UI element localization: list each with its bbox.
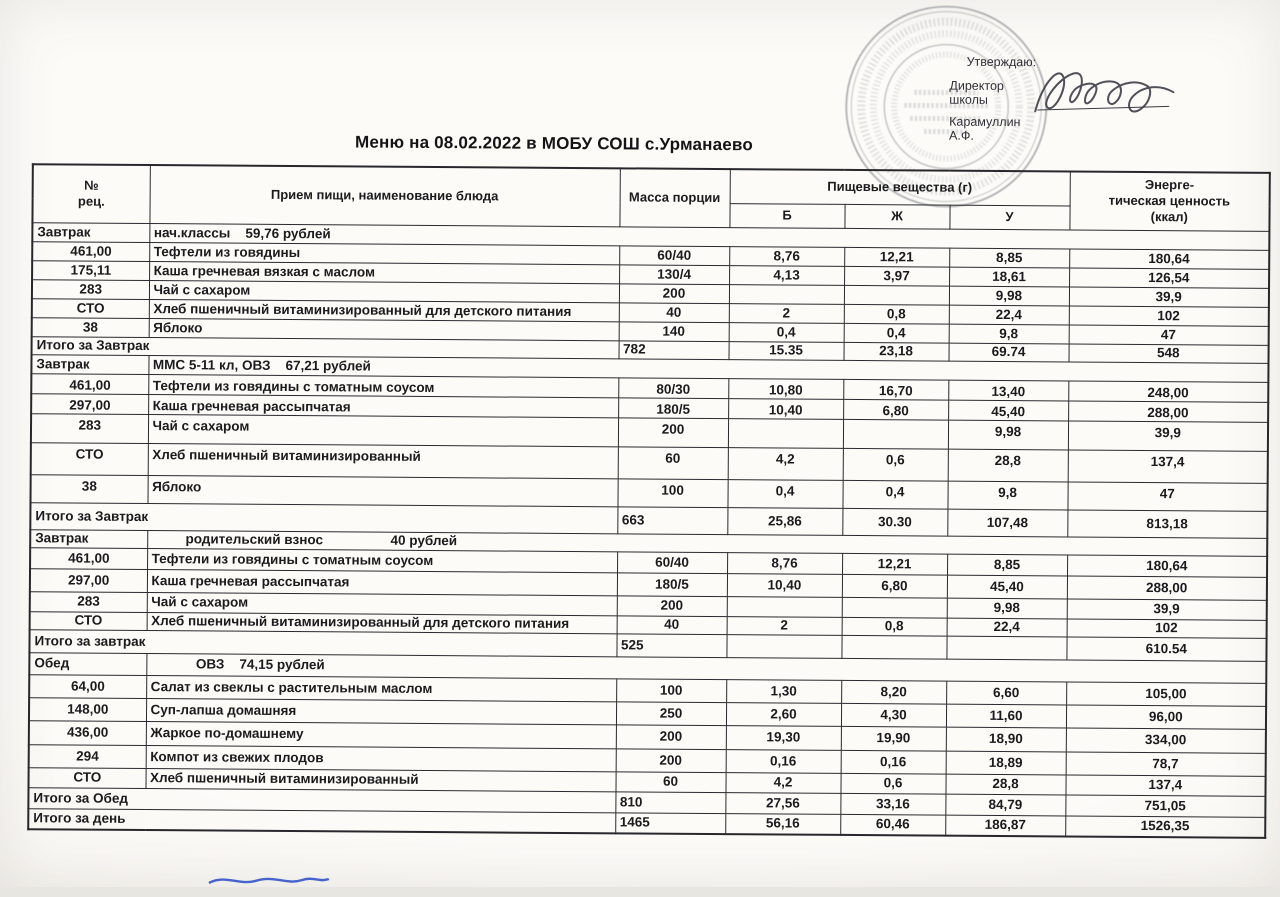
carbs-cell: 22,4 (947, 618, 1067, 637)
energy-cell: 334,00 (1066, 727, 1266, 752)
carbs-cell: 11,60 (946, 704, 1066, 728)
energy-cell: 39,9 (1069, 286, 1269, 306)
header-protein: Б (729, 203, 844, 228)
protein-cell: 2,60 (726, 702, 841, 726)
recipe-no-cell: 294 (29, 744, 146, 768)
menu-table-header (32, 164, 1269, 231)
energy-cell: 288,00 (1068, 400, 1268, 421)
director-label: Директор школы (949, 79, 1004, 107)
portion-cell: 250 (616, 701, 726, 725)
fat-cell: 0,6 (843, 448, 948, 481)
portion-cell: 60 (618, 446, 728, 479)
protein-cell: 4,13 (729, 265, 844, 285)
portion-cell: 130/4 (619, 264, 729, 284)
protein-cell: 10,80 (728, 378, 843, 399)
dish-name-cell: Хлеб пшеничный витаминизированный (146, 768, 616, 791)
carbs-cell: 6,60 (946, 681, 1066, 705)
fat-total: 30.30 (842, 508, 947, 536)
section-subtitle: ММС 5-11 кл, ОВЗ 67,21 рублей (148, 355, 1268, 382)
dish-name-cell: Тефтели из говядины (149, 242, 619, 264)
portion-cell: 200 (616, 724, 726, 749)
fat-cell: 12,21 (844, 247, 949, 267)
header-dish: Прием пищи, наименование блюда (149, 165, 619, 226)
protein-cell: 19,30 (726, 725, 841, 750)
header-recipe-no: № рец. (32, 164, 149, 223)
recipe-no-cell: 148,00 (29, 697, 146, 721)
recipe-no-cell: 297,00 (31, 393, 148, 414)
dish-name-cell: Чай с сахаром (147, 592, 617, 615)
fat-cell: 4,30 (841, 703, 946, 727)
portion-cell: 60 (615, 771, 725, 792)
dish-name-cell: Салат из свеклы с растительным маслом (146, 675, 616, 701)
dish-name-cell: Хлеб пшеничный витаминизированный для детского питания (149, 299, 619, 321)
protein-cell: 2 (729, 303, 844, 323)
header-energy: Энерге- тическая ценность (ккал) (1069, 171, 1269, 230)
protein-cell: 4,2 (728, 447, 843, 480)
carbs-total: 84,79 (945, 794, 1065, 816)
fat-total: 33,16 (840, 793, 945, 815)
carbs-total: 186,87 (945, 815, 1065, 837)
meal-label: Завтрак (32, 222, 149, 242)
fat-cell: 6,80 (843, 399, 948, 420)
protein-cell: 8,76 (727, 552, 842, 574)
portion-cell: 180/5 (617, 572, 727, 596)
carbs-cell: 9,98 (947, 598, 1067, 619)
protein-cell: 4,2 (725, 772, 840, 793)
portion-cell: 80/30 (618, 377, 728, 398)
energy-cell: 47 (1067, 481, 1267, 510)
portion-cell: 140 (619, 321, 729, 341)
energy-cell: 180,64 (1069, 248, 1269, 268)
protein-cell: 1,30 (726, 679, 841, 703)
fat-cell: 0,8 (844, 304, 949, 324)
dish-name-cell: Каша гречневая рассыпчатая (148, 394, 618, 417)
carbs-cell: 45,40 (948, 400, 1068, 421)
dish-name-cell: Чай с сахаром (148, 414, 618, 446)
dish-name-cell: Каша гречневая вязкая с маслом (149, 261, 619, 283)
energy-total: 813,18 (1067, 509, 1267, 537)
carbs-cell: 22,4 (949, 305, 1069, 325)
energy-cell: 78,7 (1066, 751, 1266, 775)
section-subtitle: родительский взнос 40 рублей (147, 530, 1267, 556)
energy-cell: 96,00 (1066, 704, 1266, 728)
carbs-total: 69.74 (949, 343, 1069, 362)
carbs-cell: 18,89 (946, 751, 1066, 775)
total-label: Итого за Завтрак (30, 502, 617, 533)
carbs-cell: 18,90 (946, 727, 1066, 752)
protein-cell: 8,76 (729, 246, 844, 266)
recipe-no-cell: 283 (32, 279, 149, 299)
fat-cell: 0,6 (840, 773, 945, 794)
carbs-cell: 18,61 (949, 267, 1069, 287)
protein-cell (728, 418, 843, 448)
dish-name-cell: Компот из свежих плодов (146, 745, 616, 771)
fat-cell: 19,90 (841, 726, 946, 751)
header-nutrients-group: Пищевые вещества (г) (730, 169, 1070, 205)
total-portion: 810 (615, 791, 725, 813)
portion-cell: 40 (617, 615, 727, 634)
carbs-cell: 13,40 (948, 380, 1068, 401)
fat-cell: 0,8 (842, 617, 947, 636)
recipe-no-cell: 283 (30, 591, 147, 612)
section-subtitle: ОВЗ 74,15 рублей (146, 653, 1266, 683)
portion-cell: 200 (616, 748, 726, 772)
fat-cell: 6,80 (842, 574, 947, 598)
fat-cell: 0,4 (842, 480, 947, 509)
dish-name-cell: Каша гречневая рассыпчатая (147, 569, 617, 595)
energy-total: 548 (1069, 343, 1269, 362)
carbs-cell: 9,98 (949, 286, 1069, 306)
portion-cell: 180/5 (618, 397, 728, 418)
dish-name-cell: Жаркое по-домашнему (146, 721, 616, 748)
total-portion: 782 (619, 340, 729, 359)
director-name: Карамуллин А.Ф. (949, 115, 1021, 143)
protein-cell: 2 (727, 616, 842, 635)
protein-cell: 10,40 (728, 398, 843, 419)
fat-cell (843, 419, 948, 449)
carbs-cell: 9,8 (947, 481, 1067, 510)
carbs-total: 107,48 (947, 509, 1067, 537)
energy-cell: 288,00 (1067, 575, 1267, 599)
fat-cell: 3,97 (844, 266, 949, 286)
recipe-no-cell: СТО (29, 767, 146, 788)
header-carbs: У (949, 205, 1069, 230)
meal-label: Обед (29, 652, 146, 675)
fat-cell: 8,20 (841, 680, 946, 704)
meal-label: Завтрак (31, 354, 148, 374)
menu-table-body (28, 222, 1269, 838)
carbs-cell: 8,85 (949, 248, 1069, 268)
fat-cell: 12,21 (842, 553, 947, 575)
blue-pen-mark (206, 871, 332, 890)
recipe-no-cell: 38 (32, 317, 149, 337)
total-portion: 525 (616, 633, 726, 657)
recipe-no-cell: СТО (30, 611, 147, 630)
carbs-cell: 28,8 (948, 449, 1068, 482)
portion-cell: 40 (619, 302, 729, 322)
energy-cell: 180,64 (1067, 554, 1267, 576)
fat-cell: 0,4 (844, 323, 949, 343)
fat-cell: 16,70 (843, 379, 948, 400)
protein-cell: 0,4 (729, 322, 844, 342)
portion-cell: 100 (617, 478, 727, 507)
carbs-cell: 45,40 (947, 575, 1067, 599)
dish-name-cell: Яблоко (147, 475, 617, 506)
page-title: Меню на 08.02.2022 в МОБУ СОШ с.Урманаево (355, 132, 753, 155)
carbs-total (946, 636, 1066, 660)
carbs-cell: 28,8 (945, 774, 1065, 795)
recipe-no-cell: 64,00 (29, 674, 146, 698)
energy-cell: 47 (1069, 324, 1269, 344)
energy-cell: 39,9 (1068, 420, 1268, 450)
protein-cell: 10,40 (727, 573, 842, 597)
protein-cell: 0,4 (727, 479, 842, 508)
approval-label: Утверждаю: (967, 55, 1037, 69)
header-portion: Масса порции (619, 168, 729, 227)
total-label: Итого за Завтрак (32, 336, 619, 358)
portion-cell: 200 (617, 595, 727, 616)
recipe-no-cell: 436,00 (29, 720, 146, 745)
portion-cell: 60/40 (619, 245, 729, 265)
protein-total: 27,56 (725, 792, 840, 814)
energy-total: 1526,35 (1065, 815, 1265, 837)
carbs-cell: 8,85 (947, 554, 1067, 576)
dish-name-cell: Тефтели из говядины с томатным соусом (147, 548, 617, 572)
protein-total (726, 634, 841, 658)
header-fat: Ж (844, 204, 949, 229)
dish-name-cell: Яблоко (149, 318, 619, 340)
portion-cell: 100 (616, 678, 726, 702)
dish-name-cell: Суп-лапша домашняя (146, 698, 616, 724)
energy-cell: 126,54 (1069, 267, 1269, 287)
fat-cell (842, 597, 947, 618)
fat-total: 23,18 (844, 342, 949, 361)
recipe-no-cell: 175,11 (32, 260, 149, 280)
protein-total: 15.35 (729, 341, 844, 360)
carbs-cell: 9,98 (948, 420, 1068, 450)
recipe-no-cell: СТО (31, 442, 148, 475)
fat-cell: 0,16 (841, 750, 946, 774)
recipe-no-cell: 461,00 (31, 373, 148, 394)
protein-cell (729, 284, 844, 304)
portion-cell: 200 (618, 417, 728, 447)
dish-name-cell: Чай с сахаром (149, 280, 619, 302)
total-portion: 663 (617, 506, 727, 534)
recipe-no-cell: СТО (32, 298, 149, 318)
dish-name-cell: Тефтели из говядины с томатным соусом (148, 374, 618, 397)
energy-cell: 137,4 (1068, 449, 1268, 482)
total-label: Итого за день (28, 808, 615, 833)
protein-total: 56,16 (725, 813, 840, 835)
total-label: Итого за Обед (28, 787, 615, 812)
energy-total: 610.54 (1066, 636, 1266, 660)
energy-cell: 248,00 (1068, 380, 1268, 401)
portion-cell: 200 (619, 283, 729, 303)
energy-total: 751,05 (1065, 794, 1265, 816)
director-signature (1027, 59, 1187, 130)
energy-cell: 102 (1069, 305, 1269, 325)
fat-cell (844, 285, 949, 305)
protein-cell: 0,16 (726, 749, 841, 773)
energy-cell: 137,4 (1065, 774, 1265, 795)
total-portion: 1465 (615, 812, 725, 834)
fat-total (841, 635, 946, 659)
meal-label: Завтрак (30, 529, 147, 548)
energy-cell: 39,9 (1067, 598, 1267, 619)
portion-cell: 60/40 (617, 551, 727, 573)
recipe-no-cell: 283 (31, 413, 148, 443)
energy-cell: 105,00 (1066, 681, 1266, 705)
fat-total: 60,46 (840, 814, 945, 836)
carbs-cell: 9,8 (949, 324, 1069, 344)
section-subtitle: нач.классы 59,76 рублей (149, 223, 1269, 250)
recipe-no-cell: 461,00 (30, 547, 147, 569)
recipe-no-cell: 38 (30, 474, 147, 503)
recipe-no-cell: 297,00 (30, 568, 147, 592)
total-label: Итого за завтрак (29, 629, 616, 656)
protein-cell (727, 596, 842, 617)
dish-name-cell: Хлеб пшеничный витаминизированный (148, 443, 618, 478)
recipe-no-cell: 461,00 (32, 241, 149, 261)
protein-total: 25,86 (727, 507, 842, 535)
menu-table (27, 163, 1271, 839)
energy-cell: 102 (1067, 618, 1267, 637)
dish-name-cell: Хлеб пшеничный витаминизированный для детского питания (147, 612, 617, 633)
